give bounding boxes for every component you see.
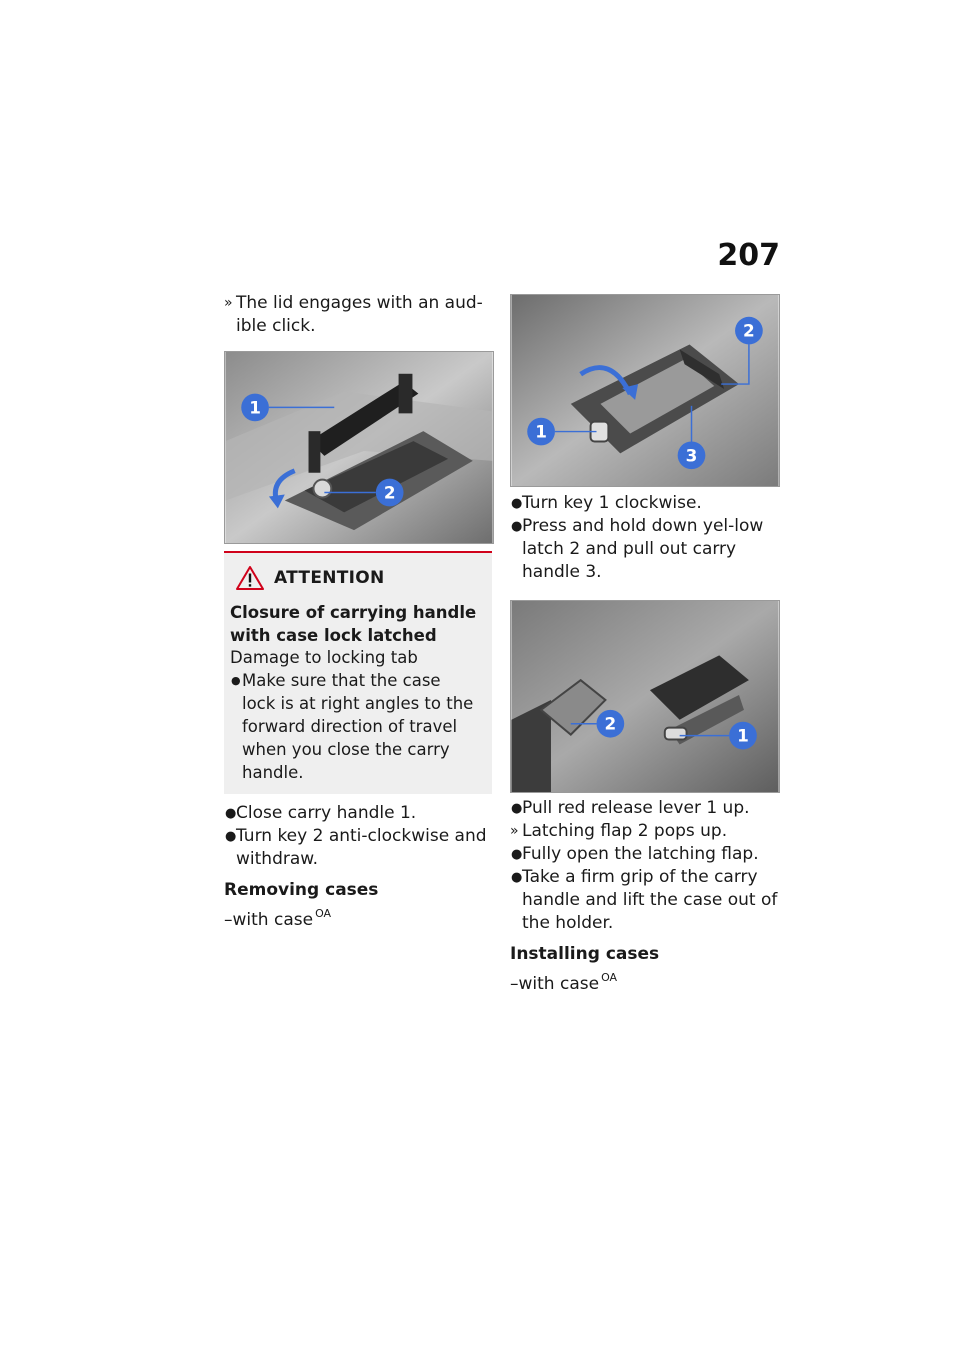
- figure-turn-key-latch: [510, 294, 780, 487]
- step-turn-key-clockwise: ● Turn key 1 clockwise.: [511, 493, 702, 513]
- figure-release-lever: [510, 600, 780, 793]
- callout-3: 3: [685, 445, 698, 466]
- callout-2: 2: [743, 320, 755, 341]
- step-close-carry-handle: ● Close carry handle 1.: [225, 803, 417, 823]
- sup-oa: OA: [315, 907, 332, 920]
- warning-triangle-icon: [236, 565, 264, 591]
- step-pull-red-lever: ● Pull red release lever 1 up.: [511, 798, 750, 818]
- bullet-dot-icon: ●: [511, 870, 523, 885]
- step-lift-case-out: ● Take a firm grip of the carry handle and lift the case out of the holder.: [511, 867, 778, 933]
- attention-bullet: ● Make sure that the case lock is at right angles to the forward direction of travel when you close the carry handle.: [231, 671, 474, 782]
- attention-text: Damage to locking tab: [230, 648, 418, 667]
- attention-header: [236, 565, 478, 591]
- page-number: 207: [717, 238, 780, 273]
- step-open-latching-flap: ● Fully open the latching flap.: [511, 844, 759, 864]
- right-column: [510, 294, 780, 996]
- figure-1-illustration: [225, 352, 493, 543]
- bullet-dot-icon: ●: [511, 847, 523, 862]
- figure-3-illustration: [511, 601, 779, 792]
- step-press-yellow-latch: ● Press and hold down yel-low latch 2 and pull out carry handle 3.: [511, 516, 764, 582]
- bullet-dot-icon: ●: [511, 496, 523, 511]
- right-steps-2: [510, 797, 780, 935]
- heading-installing-cases: Installing cases: [510, 944, 660, 964]
- heading-removing-cases: Removing cases: [224, 880, 379, 900]
- callout-1: 1: [249, 397, 261, 418]
- attention-title: ATTENTION: [274, 568, 385, 588]
- callout-2: 2: [383, 482, 396, 503]
- step-turn-key-anticlockwise: ● Turn key 2 anti-clockwise and withdraw.: [225, 826, 487, 869]
- bullet-dot-icon: ●: [511, 801, 523, 816]
- figure-close-carry-handle: [224, 351, 494, 544]
- sub-with-case: –with case $^{OA}$: [510, 971, 618, 994]
- result-latching-flap-pops: » Latching flap 2 pops up.: [510, 821, 728, 841]
- attention-subhead: Closure of carrying handle with case lock latched: [230, 603, 477, 645]
- bullet-dot-icon: ●: [231, 674, 241, 687]
- callout-1: 1: [535, 421, 547, 442]
- bullet-dot-icon: ●: [225, 829, 237, 844]
- sub-with-case: –with case $^{OA}$: [224, 907, 332, 930]
- left-steps: [224, 802, 494, 871]
- result-icon: »: [224, 295, 233, 311]
- callout-2: 2: [604, 713, 617, 734]
- bullet-dot-icon: ●: [225, 806, 237, 821]
- callout-1: 1: [737, 725, 749, 746]
- right-steps-1: [510, 492, 780, 584]
- left-column: [224, 292, 494, 932]
- bullet-dot-icon: ●: [511, 519, 523, 534]
- sup-oa: OA: [601, 971, 618, 984]
- result-icon: »: [510, 823, 519, 839]
- attention-box: [224, 551, 492, 794]
- result-lid-engages: » The lid engages with an aud-ible click.: [224, 293, 483, 336]
- figure-2-illustration: [511, 295, 779, 486]
